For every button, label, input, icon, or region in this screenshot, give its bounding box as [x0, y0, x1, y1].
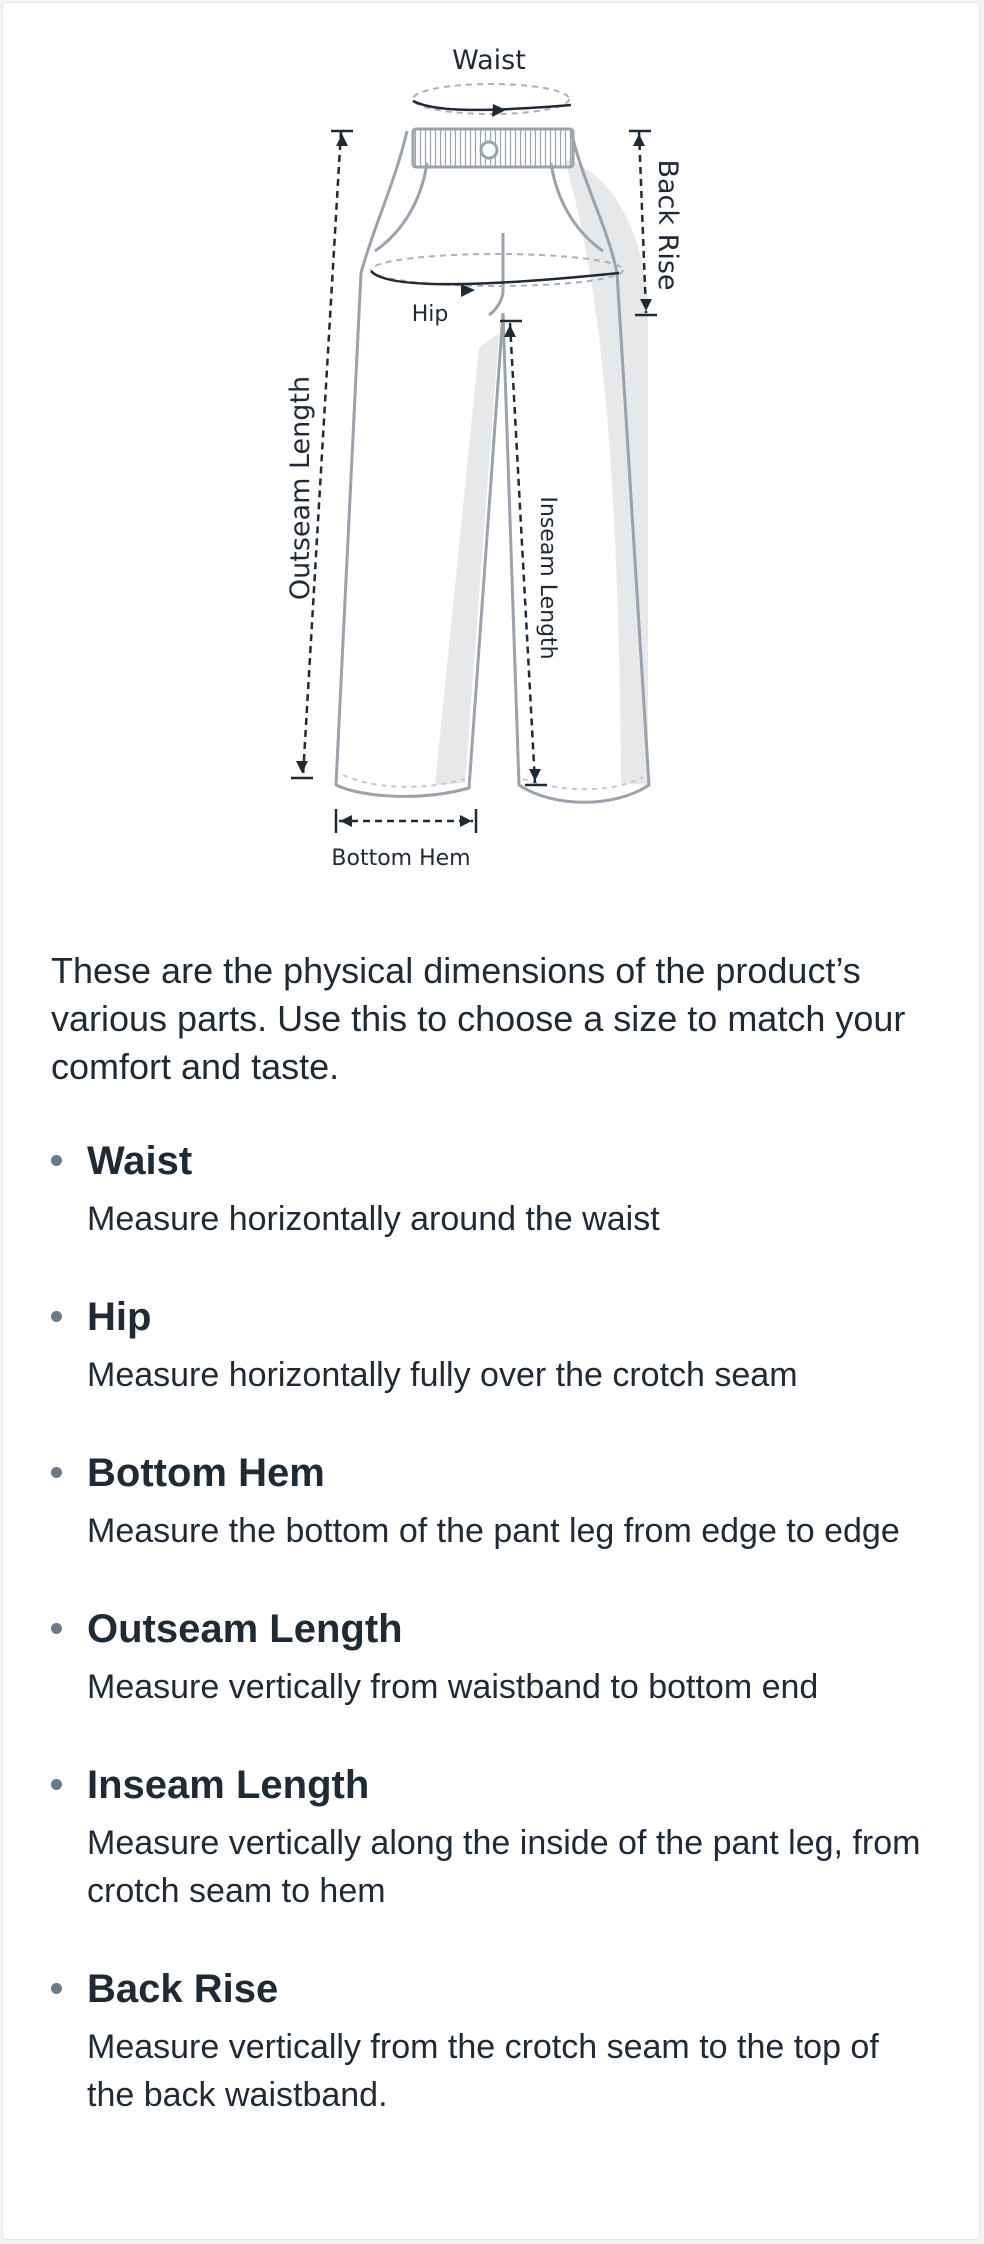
measure-title: Bottom Hem: [87, 1451, 325, 1495]
hip-label: Hip: [411, 302, 449, 327]
back-rise-label: Back Rise: [652, 159, 683, 291]
list-item-hip: [51, 1291, 931, 1399]
list-item-back-rise: [51, 1963, 931, 2119]
pants-illustration: [336, 129, 649, 802]
measurement-list: [51, 1135, 931, 2167]
measure-description: Measure horizontally fully over the crotch seam: [87, 1356, 798, 1394]
bottom-hem-measure: [331, 809, 476, 871]
bullet-icon: [51, 1623, 62, 1634]
bullet-icon: [51, 1311, 62, 1322]
measure-title: Hip: [87, 1295, 152, 1339]
bottom-hem-label: Bottom Hem: [331, 846, 471, 871]
inseam-label: Inseam Length: [535, 496, 560, 660]
measure-description: Measure horizontally around the waist: [87, 1200, 660, 1238]
measure-description: Measure vertically along the inside of the pant leg, from crotch seam to hem: [87, 1824, 921, 1910]
bullet-icon: [51, 1983, 62, 1994]
measure-description: Measure vertically from the crotch seam to the top of the back waistband.: [87, 2028, 879, 2114]
measure-description: Measure vertically from waistband to bottom end: [87, 1668, 819, 1706]
measure-title: Waist: [87, 1139, 193, 1183]
bullet-icon: [51, 1155, 62, 1166]
measure-title: Inseam Length: [87, 1763, 370, 1807]
list-item-bottom-hem: [51, 1447, 931, 1555]
list-item-waist: [51, 1135, 931, 1243]
outseam-label: Outseam Length: [285, 375, 316, 601]
pants-measurement-diagram: [3, 3, 981, 903]
measure-title: Back Rise: [87, 1967, 279, 2011]
intro-text: These are the physical dimensions of the product’s various parts. Use this to choose a size to match your comfort and taste.: [51, 950, 906, 1087]
measure-title: Outseam Length: [87, 1607, 403, 1651]
list-item-inseam-length: [51, 1759, 931, 1915]
list-item-outseam-length: [51, 1603, 931, 1711]
bullet-icon: [51, 1467, 62, 1478]
outseam-measure: [285, 131, 353, 778]
size-guide-panel: [2, 2, 980, 2240]
waist-measure: [413, 45, 571, 117]
waist-label: Waist: [452, 45, 526, 76]
measure-description: Measure the bottom of the pant leg from edge to edge: [87, 1512, 900, 1550]
inseam-measure: [500, 321, 560, 785]
hip-measure: [371, 254, 623, 327]
bullet-icon: [51, 1779, 62, 1790]
